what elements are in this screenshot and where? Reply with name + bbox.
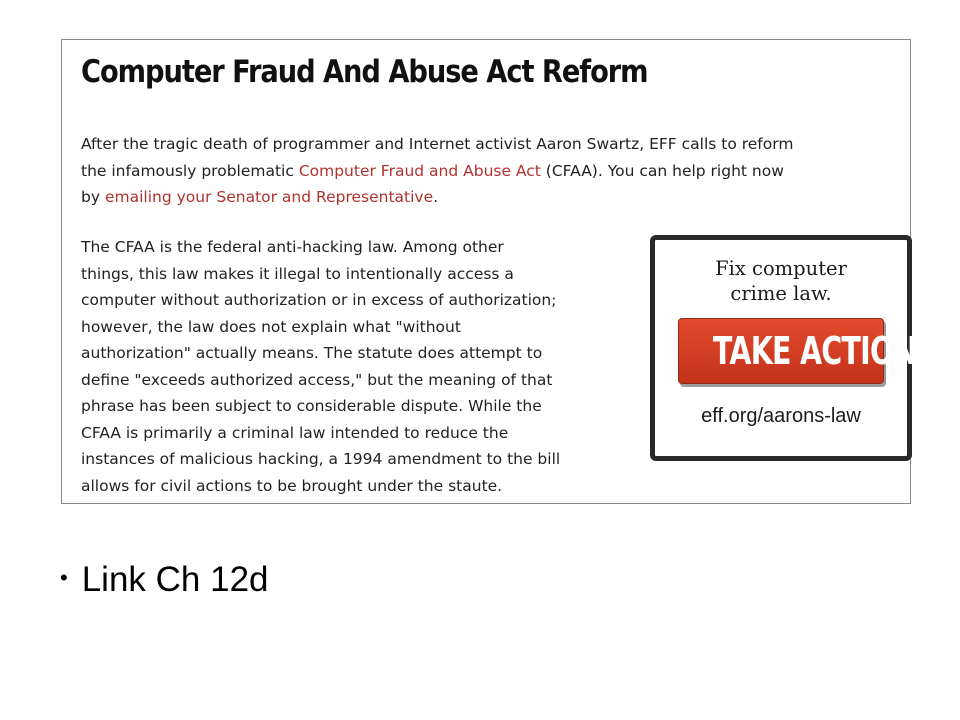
body-line: things, this law makes it illegal to intentionally access a [81,264,514,283]
slide-bullet-text: Link Ch 12d [81,560,269,599]
body-line: define "exceeds authorized access," but the meaning of that [81,370,553,389]
bullet-icon: • [60,564,68,590]
body-line: instances of malicious hacking, a 1994 amendment to the bill [81,450,561,468]
body-paragraph [81,234,646,499]
take-action-button[interactable] [678,318,917,384]
cfaa-link[interactable]: Computer Fraud and Abuse Act [298,161,541,180]
intro-line-1: After the tragic death of programmer and Internet activist Aaron Swartz, EFF calls to reform [81,135,794,153]
body-line: allows for civil actions to be brought under the staute. [81,476,503,495]
article-title: Computer Fraud And Abuse Act Reform [81,54,648,90]
intro-paragraph [81,131,906,211]
body-line: computer without authorization or in excess of authorization; [81,291,557,309]
cta-url-link[interactable]: eff.org/aarons-law [701,405,861,427]
intro-line-3-before: by [81,188,105,206]
take-action-label: TAKE ACTION [712,329,917,373]
body-line: phrase has been subject to considerable dispute. While the [81,397,542,415]
body-line: CFAA is primarily a criminal law intended to reduce the [81,423,509,442]
intro-line-2-after: (CFAA). You can help right now [540,161,784,180]
slide-bullet-item [60,560,269,600]
body-line: The CFAA is the federal anti-hacking law. Among other [81,238,504,256]
cta-headline-line-2: crime law. [730,282,832,305]
body-line: authorization" actually means. The statute does attempt to [81,344,543,362]
intro-line-2 [81,158,906,185]
article-screenshot [61,39,917,504]
intro-line-2-before: the infamously problematic [81,161,299,180]
cta-headline-line-1: Fix computer [715,257,847,280]
email-representative-link[interactable]: emailing your Senator and Representative [104,188,434,206]
intro-line-3-after: . [433,188,439,206]
body-line: however, the law does not explain what "without [81,317,461,336]
take-action-banner[interactable] [650,235,917,461]
intro-line-3 [81,184,906,211]
